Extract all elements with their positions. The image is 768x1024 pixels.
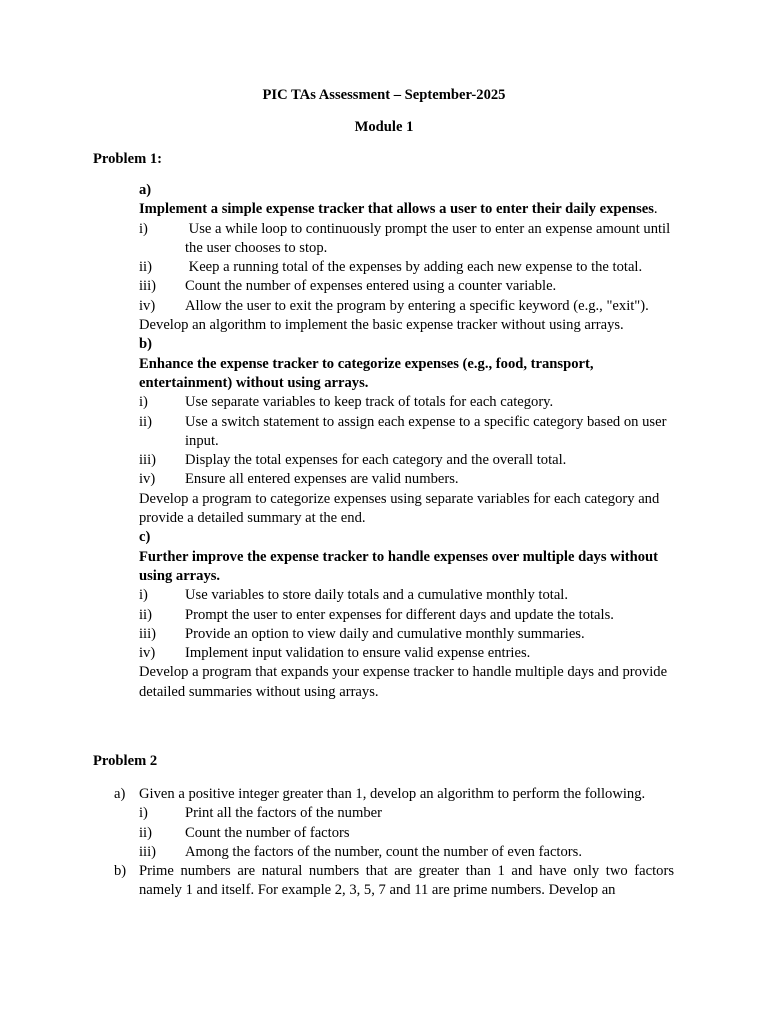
list-item: ii) Prompt the user to enter expenses for different days and update the totals. (139, 606, 614, 623)
part-text: Prime numbers are natural numbers that are greater than 1 and have only two factors namely 1 and itself. For example 2, 3, 5, 7 and 11 are prime numbers. Develop an (139, 863, 674, 899)
document-title: PIC TAs Assessment – September-2025 (262, 87, 506, 103)
list-item: i) Use a while loop to continuously prompt the user to enter an expense amount until the user chooses to stop. (139, 220, 674, 256)
list-item: iii) Provide an option to view daily and cumulative monthly summaries. (139, 625, 585, 642)
list-item: iv) Implement input validation to ensure valid expense entries. (139, 645, 531, 662)
list-item: i) Use variables to store daily totals and a cumulative monthly total. (139, 587, 568, 604)
problem-2-part-a (114, 785, 674, 862)
problem-2-heading: Problem 2 (93, 753, 158, 769)
list-item: i) Print all the factors of the number (139, 805, 382, 822)
part-label: a) (139, 182, 152, 198)
part-label: c) (139, 529, 151, 546)
part-summary: Develop an algorithm to implement the basic expense tracker without using arrays. (139, 317, 624, 334)
sub-list (139, 804, 674, 862)
list-item: i) Use separate variables to keep track of totals for each category. (139, 394, 554, 411)
part-a (139, 181, 674, 335)
part-label: a) (114, 786, 126, 802)
list-item: iii) Count the number of expenses entered using a counter variable. (139, 278, 557, 295)
part-text: Given a positive integer greater than 1, develop an algorithm to perform the following. (139, 786, 646, 802)
list-item: ii) Count the number of factors (139, 824, 350, 841)
problem-1-heading: Problem 1: (93, 151, 163, 167)
list-item: ii) Use a switch statement to assign each expense to a specific category based on user input. (139, 413, 667, 449)
problem-2-part-b (114, 862, 674, 901)
part-label: b) (114, 863, 127, 880)
list-item: ii) Keep a running total of the expenses by adding each new expense to the total. (139, 259, 643, 276)
list-item: iii) Among the factors of the number, count the number of even factors. (139, 843, 582, 860)
part-c (139, 528, 674, 702)
part-heading: Enhance the expense tracker to categorize expenses (e.g., food, transport, entertainment) without using arrays. (139, 355, 594, 391)
part-b (139, 335, 674, 528)
problem-1-body (139, 181, 674, 702)
list-item: iv) Ensure all entered expenses are valid numbers. (139, 471, 459, 488)
part-heading: Implement a simple expense tracker that allows a user to enter their daily expenses. (139, 201, 658, 218)
part-heading: Further improve the expense tracker to handle expenses over multiple days without using arrays. (139, 548, 658, 584)
part-label: b) (139, 336, 152, 353)
list-item: iii) Display the total expenses for each category and the overall total. (139, 452, 567, 469)
problem-2-body (114, 785, 674, 901)
part-summary: Develop a program to categorize expenses using separate variables for each category and provide a detailed summary at the end. (139, 490, 660, 527)
module-heading: Module 1 (354, 119, 414, 135)
list-item: iv) Allow the user to exit the program by entering a specific keyword (e.g., "exit"). (139, 297, 649, 314)
part-summary: Develop a program that expands your expense tracker to handle multiple days and provide detailed summaries without using arrays. (139, 664, 668, 700)
